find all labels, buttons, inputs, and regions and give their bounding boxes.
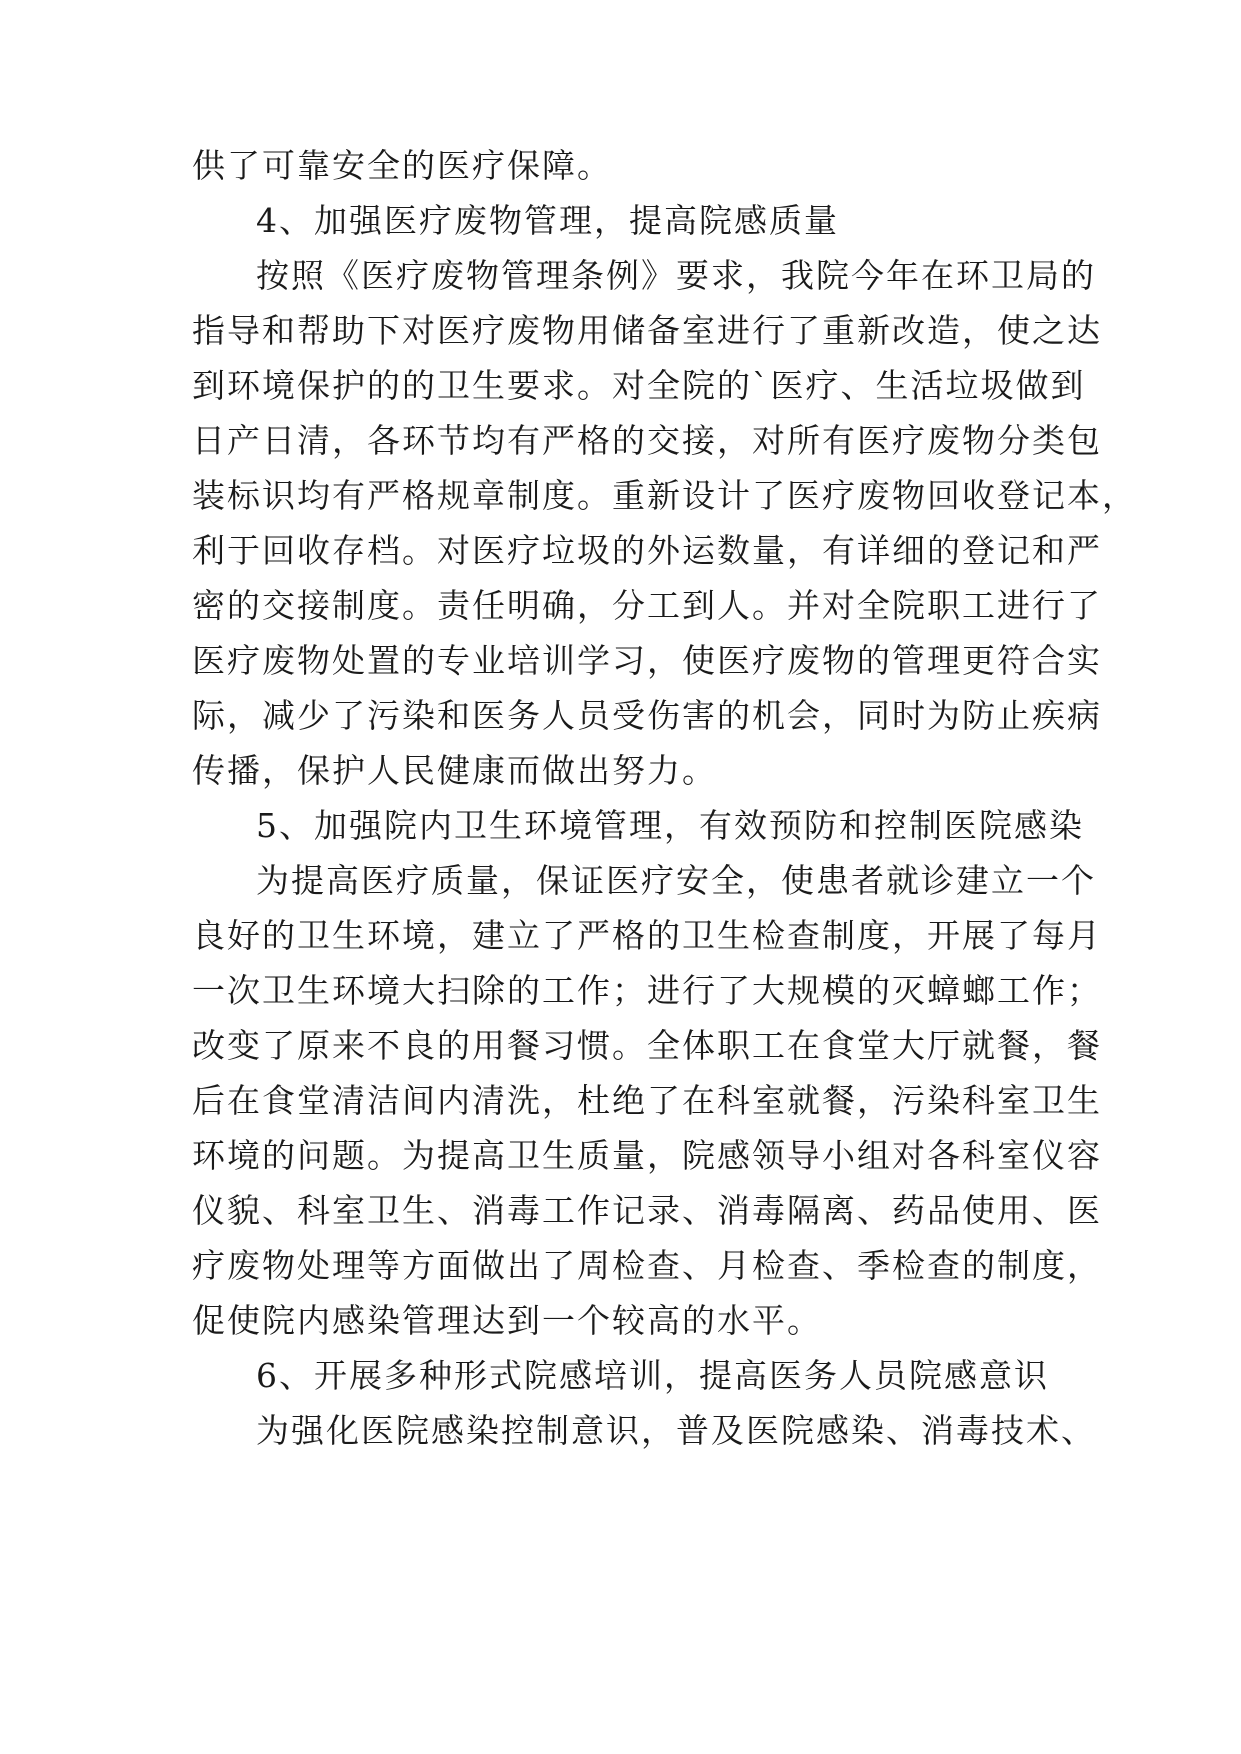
paragraph-line: 日产日清，各环节均有严格的交接，对所有医疗废物分类包 (192, 421, 1102, 460)
paragraph-line: 际，减少了污染和医务人员受伤害的机会，同时为防止疾病 (192, 696, 1102, 735)
paragraph-line: 利于回收存档。对医疗垃圾的外运数量，有详细的登记和严 (192, 531, 1102, 570)
paragraph-line: 密的交接制度。责任明确，分工到人。并对全院职工进行了 (192, 586, 1102, 625)
paragraph-line: 装标识均有严格规章制度。重新设计了医疗废物回收登记本， (192, 476, 1137, 515)
paragraph-line: 指导和帮助下对医疗废物用储备室进行了重新改造，使之达 (192, 311, 1102, 350)
paragraph-line: 到环境保护的的卫生要求。对全院的`医疗、生活垃圾做到 (192, 366, 1086, 405)
paragraph-line: 改变了原来不良的用餐习惯。全体职工在食堂大厅就餐，餐 (192, 1026, 1102, 1065)
section-heading-4: 4、加强医疗废物管理，提高院感质量 (256, 201, 839, 240)
paragraph-line: 一次卫生环境大扫除的工作；进行了大规模的灭蟑螂工作； (192, 971, 1102, 1010)
paragraph-line: 仪貌、科室卫生、消毒工作记录、消毒隔离、药品使用、医 (192, 1191, 1102, 1230)
paragraph-line: 促使院内感染管理达到一个较高的水平。 (192, 1301, 822, 1340)
paragraph-line: 后在食堂清洁间内清洗，杜绝了在科室就餐，污染科室卫生 (192, 1081, 1102, 1120)
paragraph-line: 环境的问题。为提高卫生质量，院感领导小组对各科室仪容 (192, 1136, 1102, 1175)
paragraph-line: 按照《医疗废物管理条例》要求，我院今年在环卫局的 (256, 256, 1096, 295)
paragraph-line: 供了可靠安全的医疗保障。 (192, 146, 612, 185)
paragraph-line: 为强化医院感染控制意识，普及医院感染、消毒技术、 (256, 1411, 1096, 1450)
paragraph-line: 良好的卫生环境，建立了严格的卫生检查制度，开展了每月 (192, 916, 1102, 955)
section-heading-6: 6、开展多种形式院感培训，提高医务人员院感意识 (256, 1356, 1049, 1395)
paragraph-line: 为提高医疗质量，保证医疗安全，使患者就诊建立一个 (256, 861, 1096, 900)
paragraph-line: 疗废物处理等方面做出了周检查、月检查、季检查的制度， (192, 1246, 1102, 1285)
section-heading-5: 5、加强院内卫生环境管理，有效预防和控制医院感染 (256, 806, 1084, 845)
paragraph-line: 医疗废物处置的专业培训学习，使医疗废物的管理更符合实 (192, 641, 1102, 680)
paragraph-line: 传播，保护人民健康而做出努力。 (192, 751, 717, 790)
